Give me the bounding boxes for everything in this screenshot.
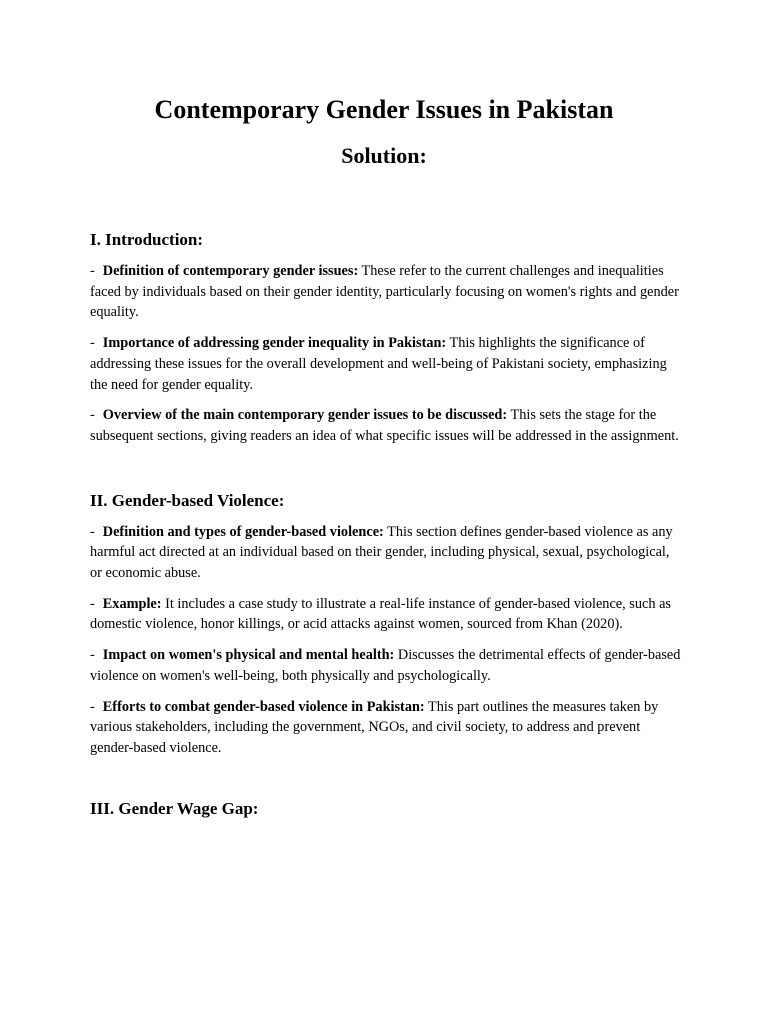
list-item [90,697,682,759]
list-item [90,594,682,635]
bullet-text: This highlights the significance of addressing these issues for the overall development and well-being of Pakistani society, emphasizing the need for gender equality. [90,335,667,393]
section-gender-wage-gap [90,797,682,821]
bullet-dash: - [90,595,95,612]
bullet-text: It includes a case study to illustrate a real-life instance of gender-based violence, such as domestic violence, honor killings, or acid attacks against women, sourced from Khan (2020). [90,595,671,633]
bullet-term: Efforts to combat gender-based violence in Pakistan: [102,698,425,715]
bullet-term: Impact on women's physical and mental health: [102,647,395,664]
bullet-text: This section defines gender-based violence as any harmful act directed at an individual based on their gender, including physical, sexual, psychological, or economic abuse. [90,523,673,582]
bullet-dash: - [90,698,95,715]
list-item [90,405,682,446]
bullet-dash: - [90,263,95,279]
bullet-text: Discusses the detrimental effects of gender-based violence on women's well-being, both physically and psychologically. [90,647,681,684]
document-body [90,228,682,853]
bullet-dash: - [90,335,95,352]
section-introduction [90,228,682,447]
bullet-text: This part outlines the measures taken by various stakeholders, including the government, NGOs, and civil society, to address and prevent gender-based violence. [90,698,659,756]
section-heading: II. Gender-based Violence: [90,490,285,510]
bullet-term: Overview of the main contemporary gender issues to be discussed: [102,407,508,424]
bullet-dash: - [90,523,95,540]
bullet-text: These refer to the current challenges and inequalities faced by individuals based on their gender identity, particularly focusing on women's rights and gender equality. [90,263,679,321]
document-title: Contemporary Gender Issues in Pakistan [154,95,614,124]
bullet-term: Example: [102,595,162,612]
bullet-term: Definition and types of gender-based violence: [102,523,384,540]
list-item [90,261,682,323]
list-item [90,333,682,395]
list-item [90,645,682,686]
section-heading: III. Gender Wage Gap: [90,798,259,818]
section-heading: I. Introduction: [90,230,204,249]
document-subtitle: Solution: [341,143,427,168]
list-item [90,522,682,584]
bullet-text: This sets the stage for the subsequent sections, giving readers an idea of what specific issues will be addressed in the assignment. [90,407,679,444]
section-gender-based-violence [90,489,682,759]
bullet-dash: - [90,647,95,664]
bullet-dash: - [90,407,95,424]
bullet-term: Definition of contemporary gender issues: [102,263,359,279]
bullet-term: Importance of addressing gender inequality in Pakistan: [102,335,447,352]
